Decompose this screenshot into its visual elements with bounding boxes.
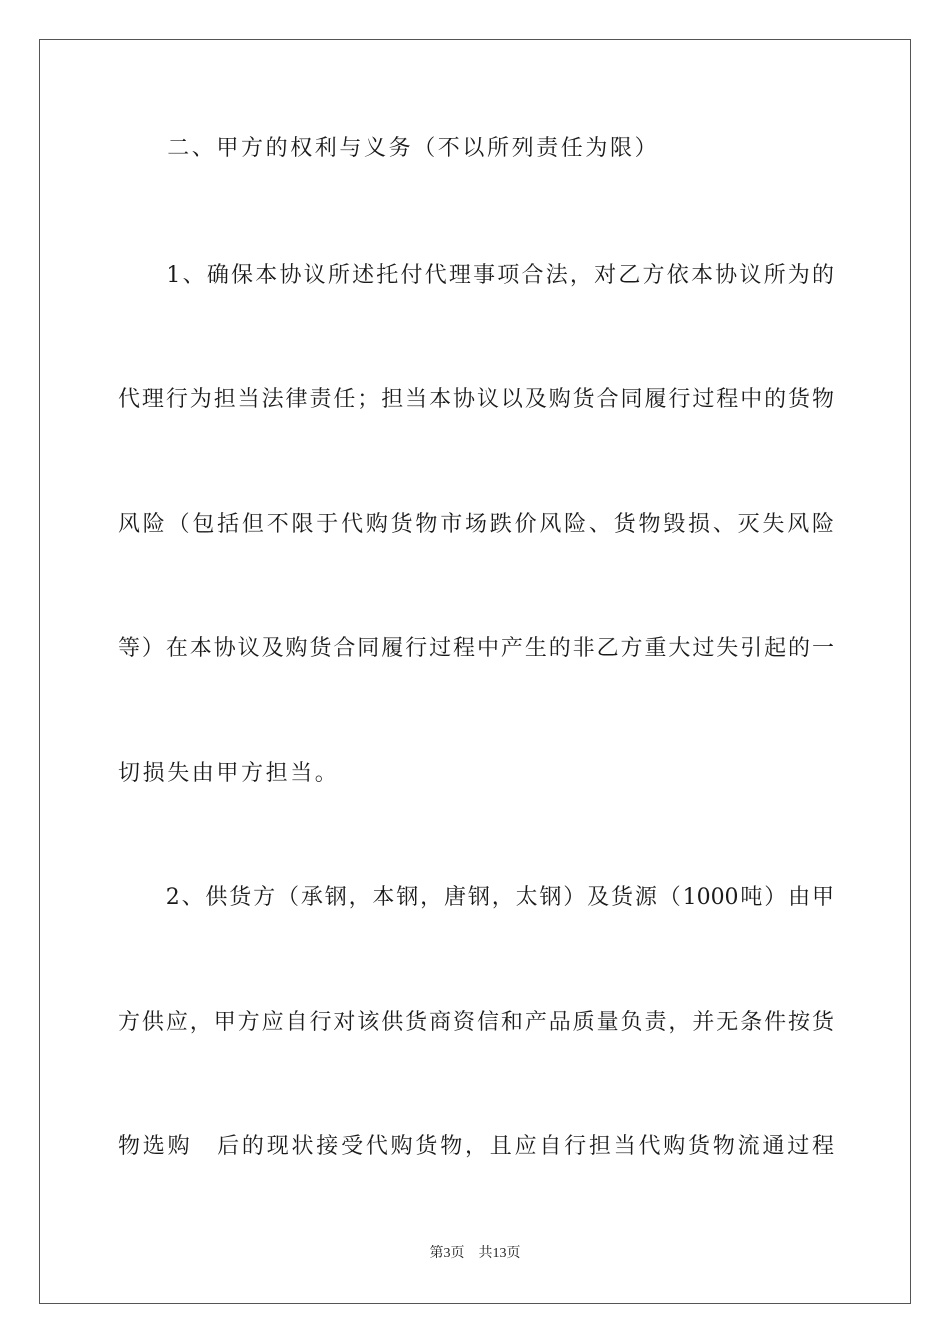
paragraph-line: 切损失由甲方担当。 — [118, 761, 340, 786]
paragraph-line: 方供应，甲方应自行对该供货商资信和产品质量负责，并无条件按货 — [118, 1010, 834, 1035]
paragraph-line: 1、确保本协议所述托付代理事项合法，对乙方依本协议所为的 — [118, 263, 834, 288]
paragraph-line: 风险（包括但不限于代购货物市场跌价风险、货物毁损、灭失风险 — [118, 512, 834, 537]
paragraph-line: 等）在本协议及购货合同履行过程中产生的非乙方重大过失引起的一 — [118, 636, 834, 661]
paragraph-line: 2、供货方（承钢，本钢，唐钢，太钢）及货源（1000吨）由甲 — [118, 885, 834, 910]
page-border — [39, 39, 911, 1304]
section-heading: 二、甲方的权利与义务（不以所列责任为限） — [118, 136, 660, 161]
page-number-footer: 第3页 共13页 — [429, 1246, 521, 1261]
paragraph-line: 代理行为担当法律责任；担当本协议以及购货合同履行过程中的货物 — [118, 387, 834, 412]
paragraph-line: 物选购 后的现状接受代购货物，且应自行担当代购货物流通过程 — [118, 1134, 834, 1159]
